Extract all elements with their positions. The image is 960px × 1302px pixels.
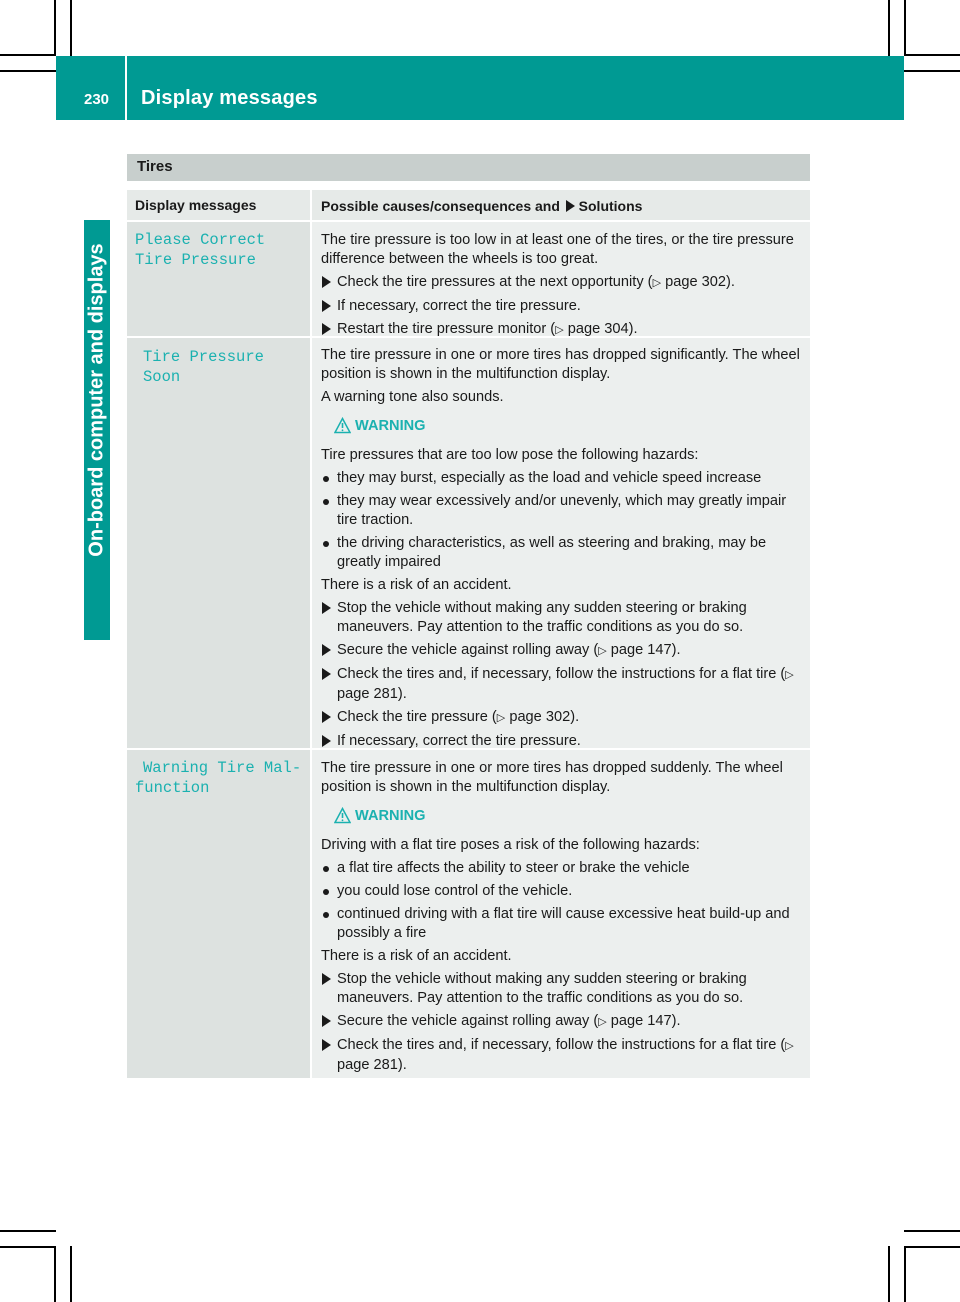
- crop-mark: [904, 1246, 960, 1248]
- message-cell: [127, 222, 310, 336]
- solution-step: [321, 732, 800, 751]
- page-ref-icon: ▷: [598, 645, 607, 657]
- crop-mark: [904, 1230, 960, 1232]
- column-header-solutions-label: Solutions: [578, 198, 643, 214]
- page-ref-icon: ▷: [496, 712, 506, 724]
- page-ref-icon: ▷: [598, 1016, 607, 1028]
- table-row: [127, 750, 810, 1078]
- step-text: If necessary, correct the tire pressure.: [337, 298, 581, 314]
- bullet-icon: [323, 499, 329, 505]
- crop-mark: [0, 54, 56, 56]
- action-arrow-icon: [322, 644, 331, 656]
- solution-cell: [312, 338, 810, 748]
- message-cell: [127, 338, 310, 748]
- cause-text: The tire pressure in one or more tires has dropped significantly. The wheel position is shown in the multifunction display.: [321, 347, 800, 382]
- warning-label: WARNING: [355, 808, 426, 824]
- message-cell: [127, 750, 310, 1078]
- message-table: [127, 190, 810, 1080]
- table-header-row: [127, 190, 810, 220]
- step-text: Secure the vehicle against rolling away (: [337, 642, 599, 658]
- column-header-causes: Possible causes/consequences and: [321, 198, 560, 214]
- crop-mark: [70, 0, 72, 56]
- column-header-messages: Display messages: [127, 190, 310, 220]
- page-ref-icon: ▷: [652, 277, 662, 289]
- step-text: Stop the vehicle without making any sudden steering or braking maneuvers. Pay attention to the traffic conditions as you do so.: [337, 600, 747, 635]
- column-header-solutions: [312, 190, 810, 220]
- solution-step: [321, 320, 800, 340]
- table-row: [127, 222, 810, 336]
- bullet-icon: [323, 476, 329, 482]
- action-arrow-icon: [322, 276, 331, 288]
- display-message: Tire Pressure: [135, 251, 256, 269]
- cause-text: The tire pressure is too low in at least one of the tires, or the tire pressure difference between the wheels is too great.: [321, 232, 794, 267]
- display-message: function: [135, 779, 210, 797]
- cause-text: A warning tone also sounds.: [321, 389, 504, 405]
- display-message: Please Correct: [135, 231, 266, 249]
- step-text: Check the tires and, if necessary, follow the instructions for a flat tire (: [337, 1037, 786, 1053]
- crop-mark: [888, 0, 890, 56]
- crop-mark: [0, 1246, 56, 1248]
- solution-step: [321, 641, 800, 661]
- display-message: Warning Tire Mal‐: [143, 759, 302, 777]
- solution-step: [321, 708, 800, 728]
- solution-step: [321, 273, 800, 293]
- action-arrow-icon: [322, 711, 331, 723]
- step-text: Secure the vehicle against rolling away (: [337, 1013, 599, 1029]
- warning-label: WARNING: [355, 418, 426, 434]
- table-title: Tires: [127, 154, 810, 181]
- risk-text: There is a risk of an accident.: [321, 577, 512, 593]
- bullet-text: they may burst, especially as the load and vehicle speed increase: [337, 470, 762, 486]
- solution-cell: [312, 750, 810, 1078]
- crop-mark: [904, 70, 960, 72]
- page-reference: page 302: [509, 709, 571, 725]
- page-reference: page 281: [337, 686, 398, 702]
- crop-mark: [70, 1246, 72, 1302]
- page-reference: page 147: [610, 642, 672, 658]
- hazard-bullet: [321, 534, 800, 572]
- page-reference: page 302: [665, 274, 726, 290]
- side-tab-label: On-board computer and displays: [85, 243, 108, 557]
- action-arrow-icon: [566, 200, 575, 212]
- crop-mark: [0, 1230, 56, 1232]
- crop-mark: [54, 0, 56, 56]
- bullet-icon: [323, 912, 329, 918]
- risk-text: There is a risk of an accident.: [321, 948, 512, 964]
- action-arrow-icon: [322, 1015, 331, 1027]
- header-divider: [125, 56, 127, 120]
- step-text-end: ).: [671, 642, 681, 658]
- bullet-icon: [323, 889, 329, 895]
- step-text-end: ).: [397, 1057, 407, 1073]
- action-arrow-icon: [322, 973, 331, 985]
- solution-cell: [312, 222, 810, 336]
- action-arrow-icon: [322, 735, 331, 747]
- page-ref-icon: ▷: [555, 324, 564, 336]
- step-text: Stop the vehicle without making any sudden steering or braking maneuvers. Pay attention to the traffic conditions as you do so.: [337, 971, 747, 1006]
- hazard-bullet: [321, 469, 800, 488]
- step-text-end: ).: [397, 686, 407, 702]
- hazard-bullet: [321, 882, 800, 901]
- solution-step: [321, 665, 800, 704]
- action-arrow-icon: [322, 1039, 331, 1051]
- page-number: 230: [84, 91, 110, 108]
- cause-text: The tire pressure in one or more tires has dropped suddenly. The wheel position is shown in the multifunction display.: [321, 760, 783, 795]
- page-ref-icon: ▷: [785, 1040, 794, 1052]
- step-text-end: ).: [570, 709, 580, 725]
- bullet-icon: [323, 541, 329, 547]
- hazard-bullet: [321, 859, 800, 878]
- bullet-text: continued driving with a flat tire will cause excessive heat build-up and possibly a fire: [337, 906, 790, 941]
- step-text-end: ).: [725, 274, 735, 290]
- section-title: Display messages: [141, 87, 318, 109]
- bullet-text: they may wear excessively and/or unevenly, which may greatly impair tire traction.: [337, 493, 787, 528]
- bullet-icon: [323, 866, 329, 872]
- step-text: Check the tire pressures at the next opportunity (: [337, 274, 653, 290]
- crop-mark: [54, 1246, 56, 1302]
- bullet-text: a flat tire affects the ability to steer or brake the vehicle: [337, 860, 690, 876]
- solution-step: [321, 1036, 800, 1075]
- solution-step: [321, 970, 800, 1008]
- warning-heading: [334, 417, 800, 436]
- action-arrow-icon: [322, 300, 331, 312]
- step-text: Check the tires and, if necessary, follow the instructions for a flat tire (: [337, 666, 786, 682]
- crop-mark: [904, 54, 960, 56]
- display-message: Tire Pressure Soon: [143, 348, 264, 386]
- solution-step: [321, 297, 800, 316]
- step-text: Restart the tire pressure monitor (: [337, 321, 556, 337]
- step-text-end: ).: [671, 1013, 681, 1029]
- solution-step: [321, 1012, 800, 1032]
- side-tab-block: [84, 587, 110, 639]
- step-text-end: ).: [628, 321, 638, 337]
- page-reference: page 281: [337, 1057, 398, 1073]
- page-reference: page 147: [610, 1013, 672, 1029]
- step-text: Check the tire pressure (: [337, 709, 497, 725]
- table-row: [127, 338, 810, 748]
- bullet-text: you could lose control of the vehicle.: [337, 883, 573, 899]
- bullet-text: the driving characteristics, as well as steering and braking, may be greatly impaired: [337, 535, 767, 570]
- hazard-intro: Driving with a flat tire poses a risk of the following hazards:: [321, 837, 700, 853]
- crop-mark: [904, 0, 906, 56]
- warning-triangle-icon: [334, 417, 351, 434]
- hazard-bullet: [321, 492, 800, 530]
- crop-mark: [904, 1246, 906, 1302]
- crop-mark: [888, 1246, 890, 1302]
- warning-heading: [334, 807, 800, 826]
- page-reference: page 304: [567, 321, 629, 337]
- page-ref-icon: ▷: [785, 669, 794, 681]
- crop-mark: [0, 70, 56, 72]
- hazard-intro: Tire pressures that are too low pose the following hazards:: [321, 447, 699, 463]
- hazard-bullet: [321, 905, 800, 943]
- action-arrow-icon: [322, 668, 331, 680]
- action-arrow-icon: [322, 602, 331, 614]
- solution-step: [321, 599, 800, 637]
- step-text: If necessary, correct the tire pressure.: [337, 733, 581, 749]
- warning-triangle-icon: [334, 807, 351, 824]
- action-arrow-icon: [322, 323, 331, 335]
